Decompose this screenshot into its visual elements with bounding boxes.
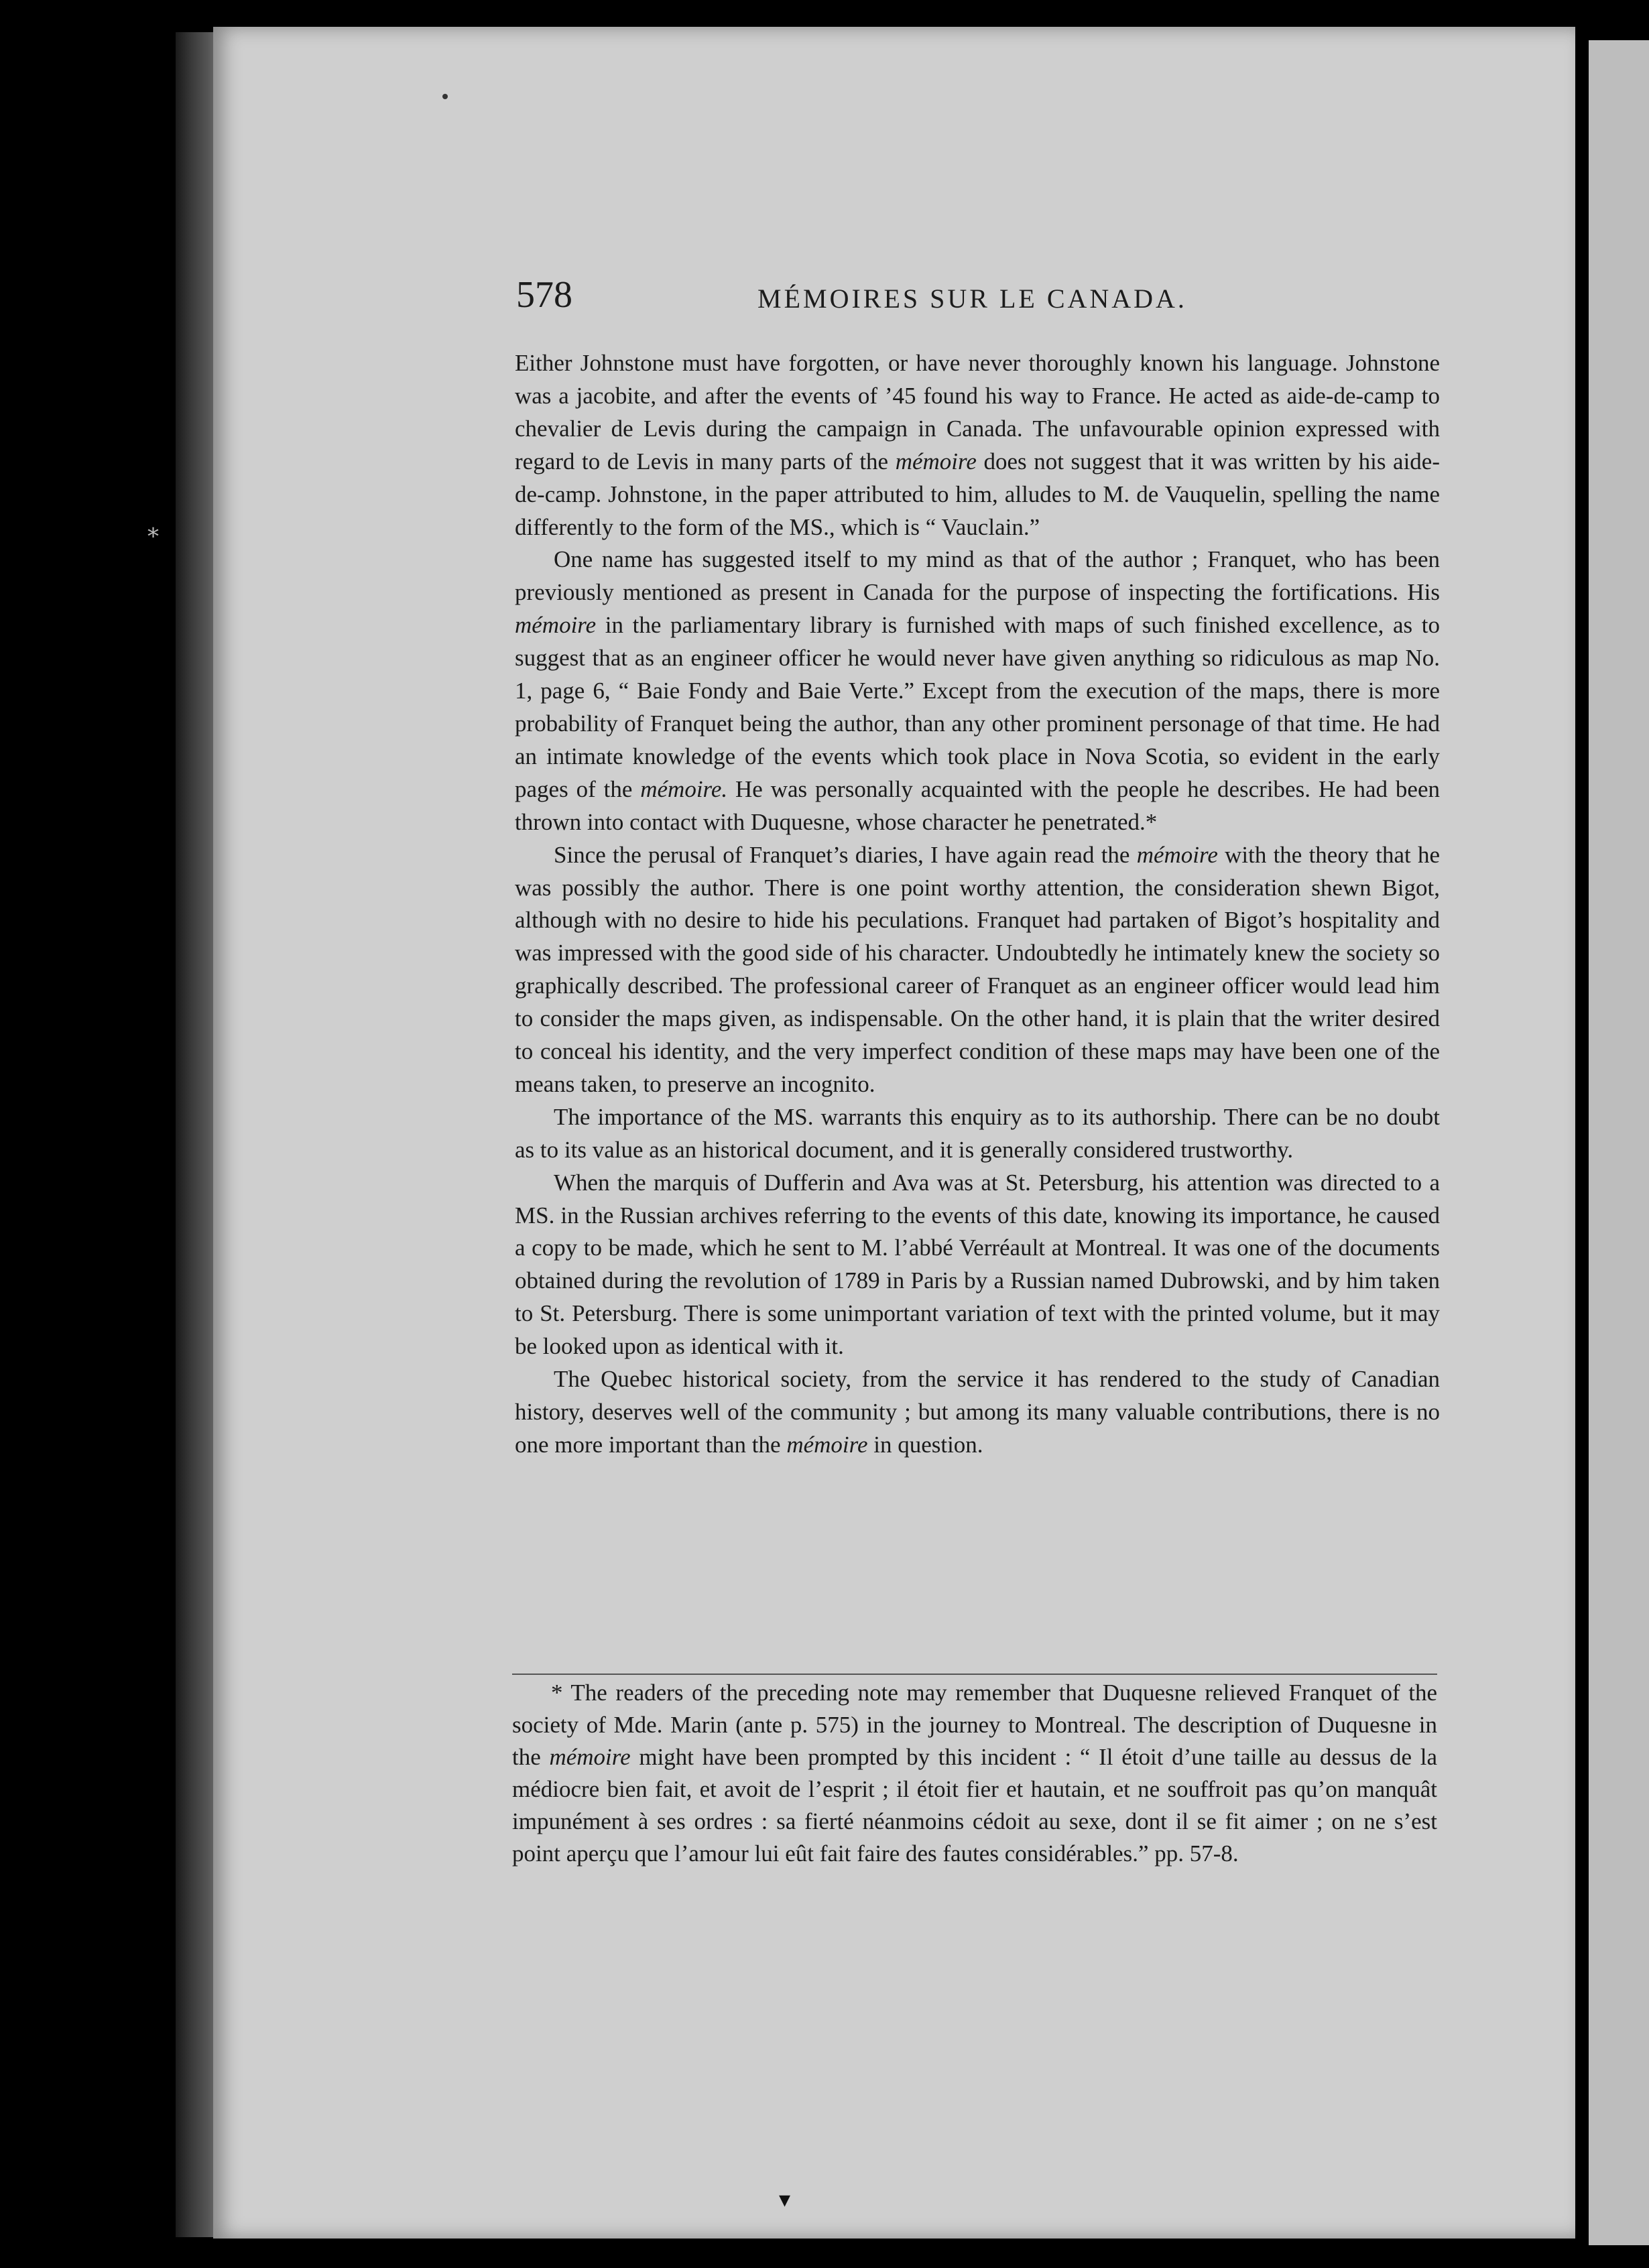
- facing-page-edge: [1589, 40, 1649, 2245]
- ink-speck: [442, 94, 448, 99]
- paragraph-franquet-diaries: [515, 839, 1440, 1101]
- bottom-smudge-mark: ▾: [779, 2188, 791, 2212]
- text-run: He was personally acquainted with the people he describes. He had been thrown into contact with Duquesne, whose character he penetrated.*: [515, 775, 1440, 835]
- footnote-rule: [512, 1674, 1437, 1675]
- text-run: does not suggest that it was written by his aide-de-camp. Johnstone, in the paper attributed to him, alludes to M. de Vauquelin, spelling the name differently to the form of the MS., which is “ Vauclain.”: [515, 448, 1440, 540]
- paragraph-johnstone: [515, 347, 1440, 544]
- text-run: The importance of the MS. warrants this enquiry as to its authorship. There can be no doubt as to its value as an historical document, and it is generally considered trustworthy.: [515, 1103, 1440, 1163]
- paragraph-quebec-society: [515, 1363, 1440, 1462]
- text-run: in the parliamentary library is furnished with maps of such finished excellence, as to suggest that as an engineer officer he would never have given anything so ridiculous as map No. 1, page 6, “ Baie Fondy and Baie Verte.” Except from the execution of the maps, there is more probability of Franquet being the author, than any other prominent personage of that time. He had an intimate knowledge of the events which took place in Nova Scotia, so evident in the early pages of the: [515, 612, 1440, 802]
- running-head: [516, 273, 1434, 320]
- running-title: MÉMOIRES SUR LE CANADA.: [757, 284, 1187, 314]
- paragraph-franquet-author: [515, 544, 1440, 838]
- text-run: One name has suggested itself to my mind as that of the author ; Franquet, who has been previously mentioned as present in Canada for the purpose of inspecting the fortifications. His: [515, 546, 1440, 606]
- italic-memoire: mémoire: [895, 448, 977, 475]
- text-run: Since the perusal of Franquet’s diaries, I have again read the: [554, 841, 1137, 868]
- text-run: When the marquis of Dufferin and Ava was at St. Petersburg, his attention was directed to a MS. in the Russian archives referring to the events of this date, knowing its importance, he caused a copy to be made, which he sent to M. l’abbé Verréault at Montreal. It was one of the documents obtained during the revolution of 1789 in Paris by a Russian named Dubrowski, and by him taken to St. Petersburg. There is some unimportant variation of text with the printed volume, but it may be looked upon as identical with it.: [515, 1169, 1440, 1360]
- text-run: * The readers of the preceding note may remember that Duquesne relieved Franquet of the society of Mde. Marin (ante p. 575) in the journey to Montreal. The description of Duquesne in the: [512, 1680, 1437, 1770]
- text-run: might have been prompted by this incident : “ Il étoit d’une taille au dessus de la médiocre bien fait, et avoit de l’esprit ; il étoit fier et hautain, et ne souffroit pas qu’on manquât impunément à ses ordres : sa fierté néanmoins cédoit au sexe, dont il se fit aimer ; on ne s’est point aperçu que l’amour lui eût fait faire des fautes considérables.” pp. 57-8.: [512, 1744, 1437, 1867]
- text-run: The Quebec historical society, from the service it has rendered to the study of Canadian history, deserves well of the community ; but among its many valuable contributions, there is no one more important than the: [515, 1366, 1440, 1458]
- paragraph-importance: [515, 1101, 1440, 1167]
- italic-memoire: mémoire.: [640, 775, 728, 802]
- italic-memoire: mémoire: [549, 1744, 631, 1770]
- footnote: [512, 1677, 1437, 1870]
- text-run: with the theory that he was possibly the author. There is one point worthy attention, the consideration shewn Bigot, although with no desire to hide his peculations. Franquet had partaken of Bigot’s hospitality and was impressed with the good side of his character. Undoubtedly he intimately knew the society so graphically described. The professional career of Franquet as an engineer officer would lead him to consider the maps given, as indispensable. On the other hand, it is plain that the writer desired to conceal his identity, and the very imperfect condition of these maps may have been one of the means taken, to preserve an incognito.: [515, 841, 1440, 1097]
- italic-memoire: mémoire: [515, 612, 597, 639]
- margin-scratch-mark: ⁎: [147, 517, 159, 542]
- italic-memoire: mémoire: [786, 1431, 868, 1458]
- text-run: in question.: [867, 1431, 983, 1458]
- text-run: Either Johnstone must have forgotten, or have never thoroughly known his language. Johnstone was a jacobite, and after the events of ’45 found his way to France. He acted as aide-de-camp to chevalier de Levis during the campaign in Canada. The unfavourable opinion expressed with regard to de Levis in many parts of the: [515, 350, 1440, 475]
- paragraph-dufferin: [515, 1167, 1440, 1363]
- italic-memoire: mémoire: [1136, 841, 1218, 868]
- page-number: 578: [516, 274, 572, 316]
- body-text: [515, 347, 1440, 1462]
